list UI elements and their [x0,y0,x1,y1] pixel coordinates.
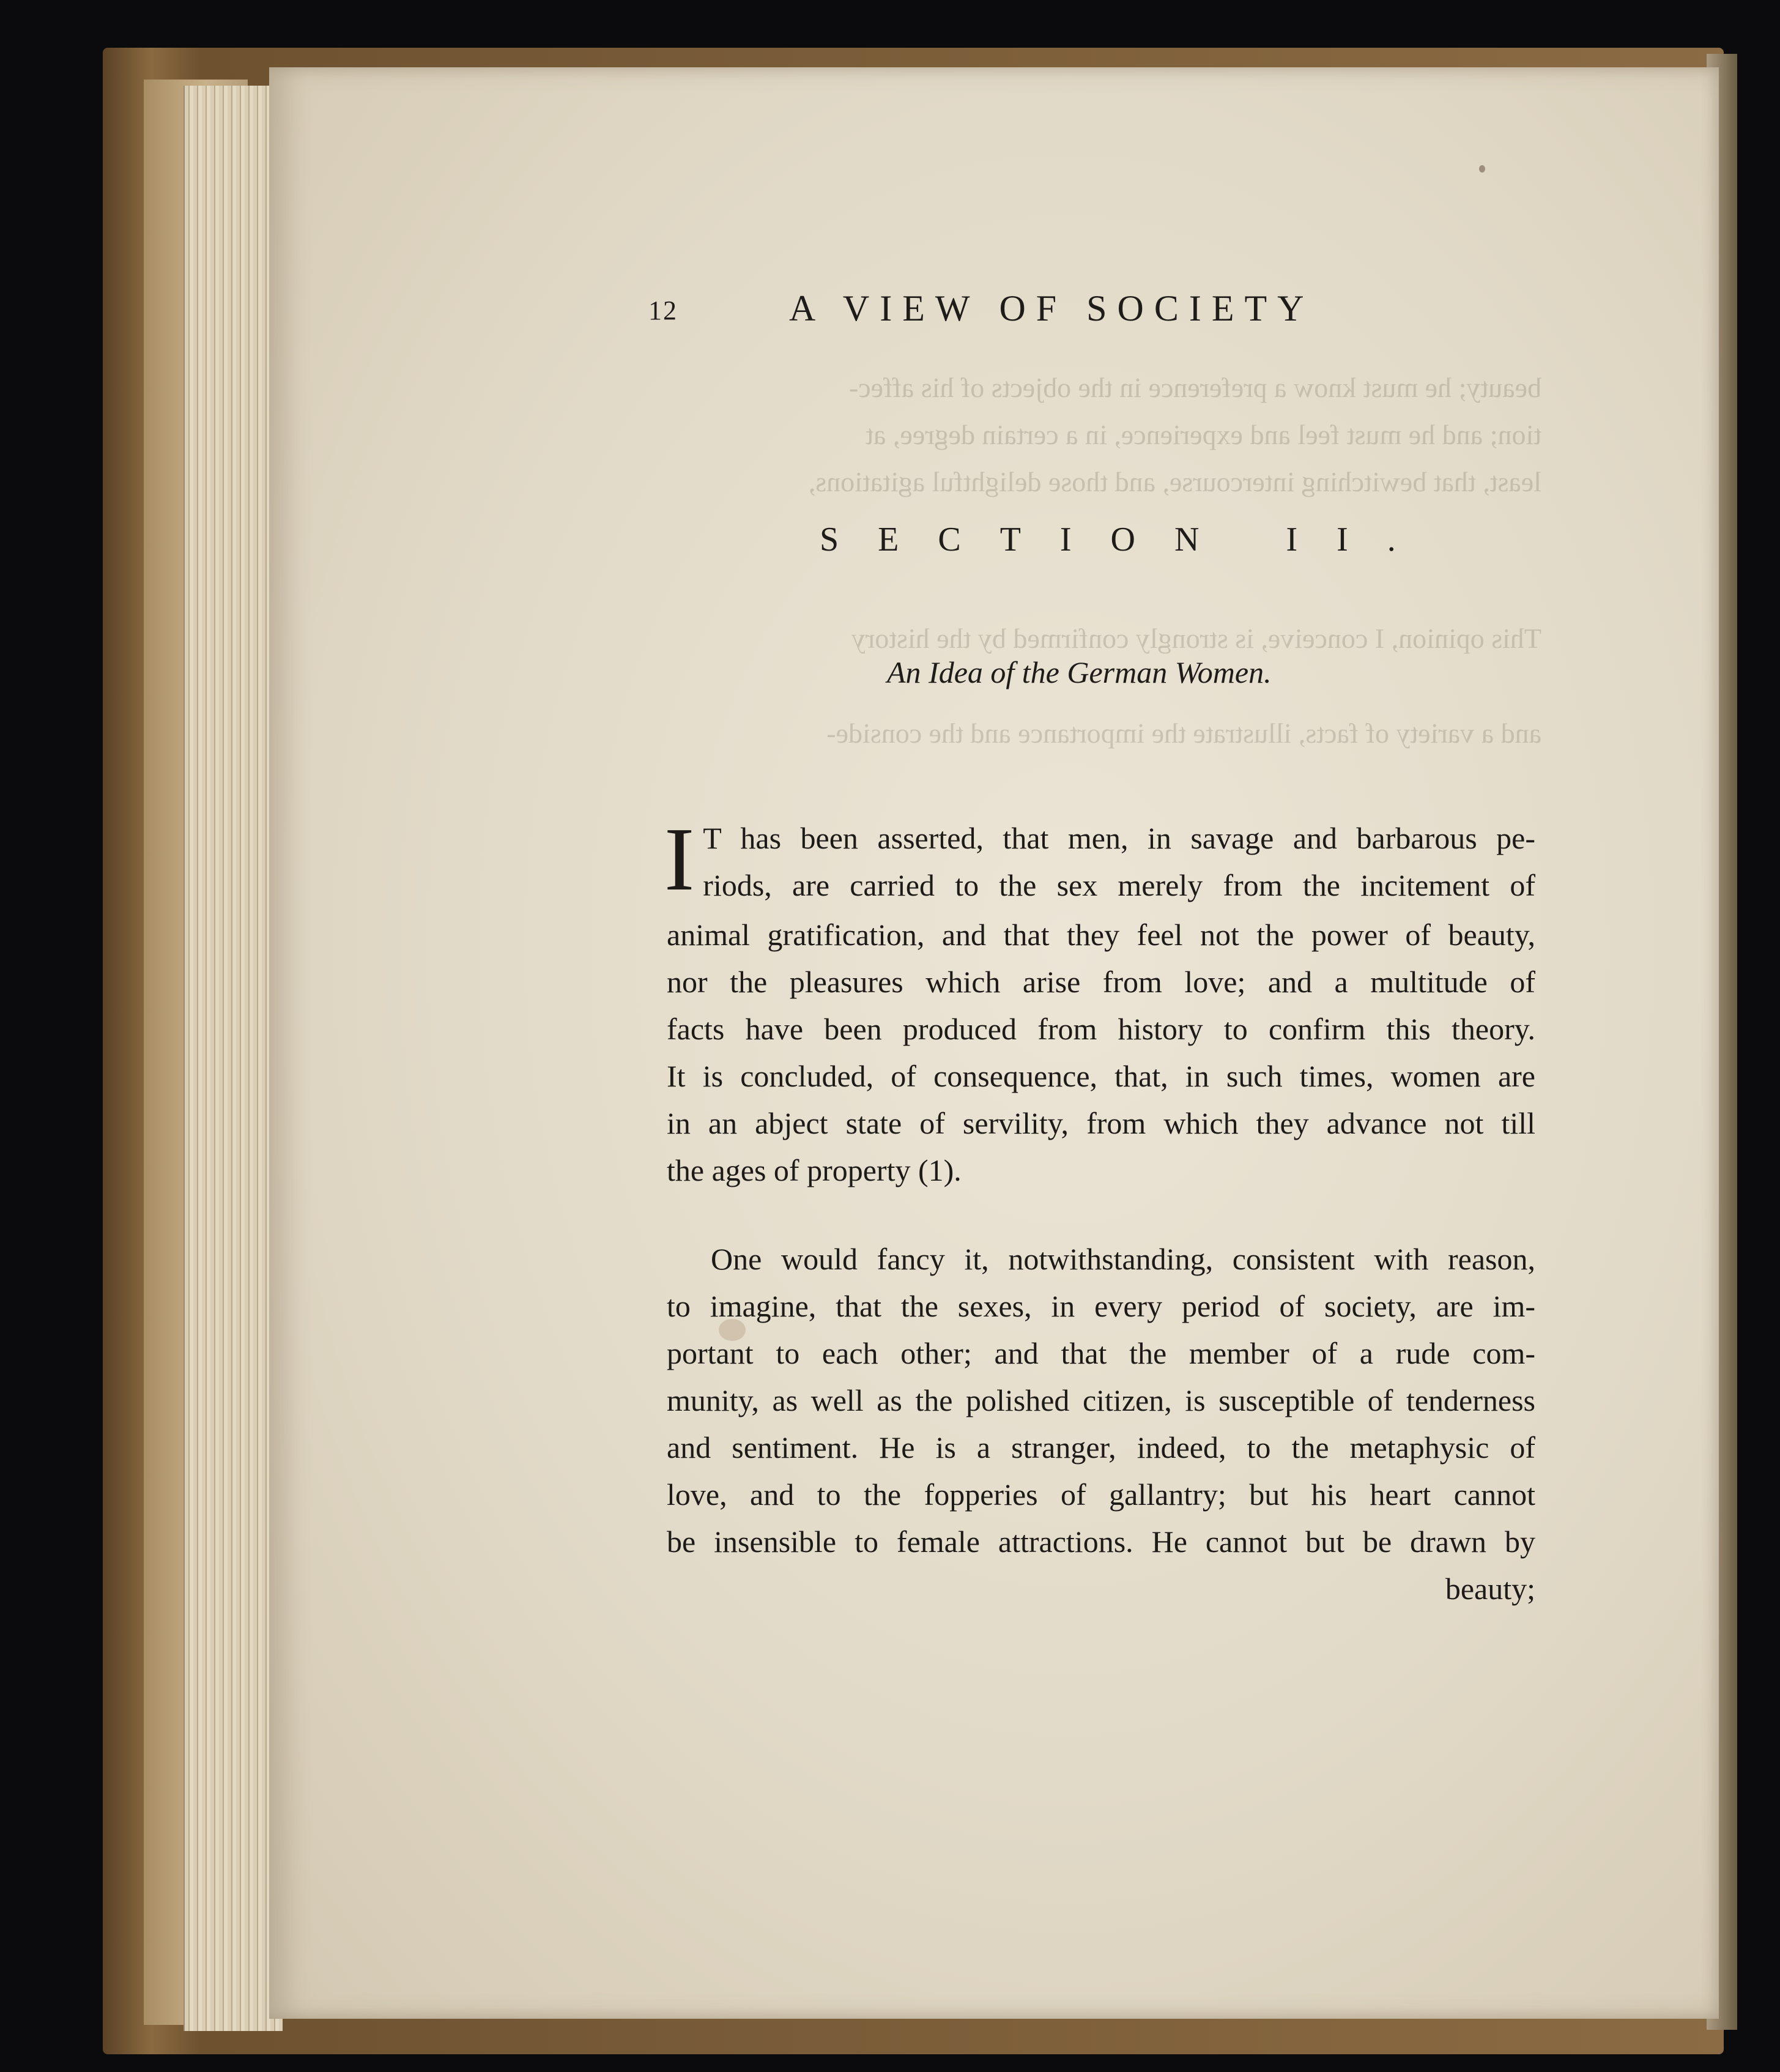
section-subtitle: An Idea of the German Women. [887,655,1272,689]
text-line: riods, are carried to the sex merely from the incitement of [703,868,1535,902]
page-number: 12 [648,295,678,325]
text-line: facts have been produced from history to confirm this theory. [667,1012,1535,1046]
catchword: beauty; [1445,1572,1535,1606]
paper-spot [1479,165,1485,173]
show-through-text: beauty; he must know a preference in the objects of his affec- [848,372,1541,403]
text-line: be insensible to female attractions. He cannot but be drawn by [667,1524,1535,1559]
section-heading: SECTION II. [820,521,1435,559]
drop-cap: I [664,809,695,910]
show-through-text: least, that bewitching intercourse, and those delightful agitations, [808,466,1541,497]
text-line: love, and to the fopperies of gallantry; but his heart cannot [667,1477,1535,1512]
text-line: in an abject state of servility, from which they advance not till [667,1106,1535,1140]
text-line: and sentiment. He is a stranger, indeed, to the metaphysic of [667,1430,1535,1465]
running-header [648,288,1370,330]
text-line: It is concluded, of consequence, that, in such times, women are [667,1059,1535,1093]
show-through-text: and a variety of facts, illustrate the importance and the conside- [826,718,1541,749]
text-line: munity, as well as the polished citizen, is susceptible of tenderness [667,1383,1535,1417]
text-line: to imagine, that the sexes, in every period of society, are im- [667,1289,1535,1323]
text-line: the ages of property (1). [667,1153,962,1187]
text-line: animal gratification, and that they feel not the power of beauty, [667,918,1535,952]
paragraph-2 [667,1236,1535,1613]
show-through-text: tion; and he must feel and experience, in a certain degree, at [866,419,1541,450]
text-line: T has been asserted, that men, in savage and barbarous pe- [703,821,1535,855]
text-line: One would fancy it, notwithstanding, consistent with reason, [711,1242,1535,1276]
paragraph-1 [664,809,1535,1194]
text-line: nor the pleasures which arise from love; and a multitude of [667,965,1535,999]
show-through-text: This opinion, I conceive, is strongly confirmed by the history [851,623,1541,654]
page-stack-edge [184,86,283,2031]
text-line: portant to each other; and that the member of a rude com- [667,1336,1535,1370]
running-title: A VIEW OF SOCIETY [789,288,1315,329]
